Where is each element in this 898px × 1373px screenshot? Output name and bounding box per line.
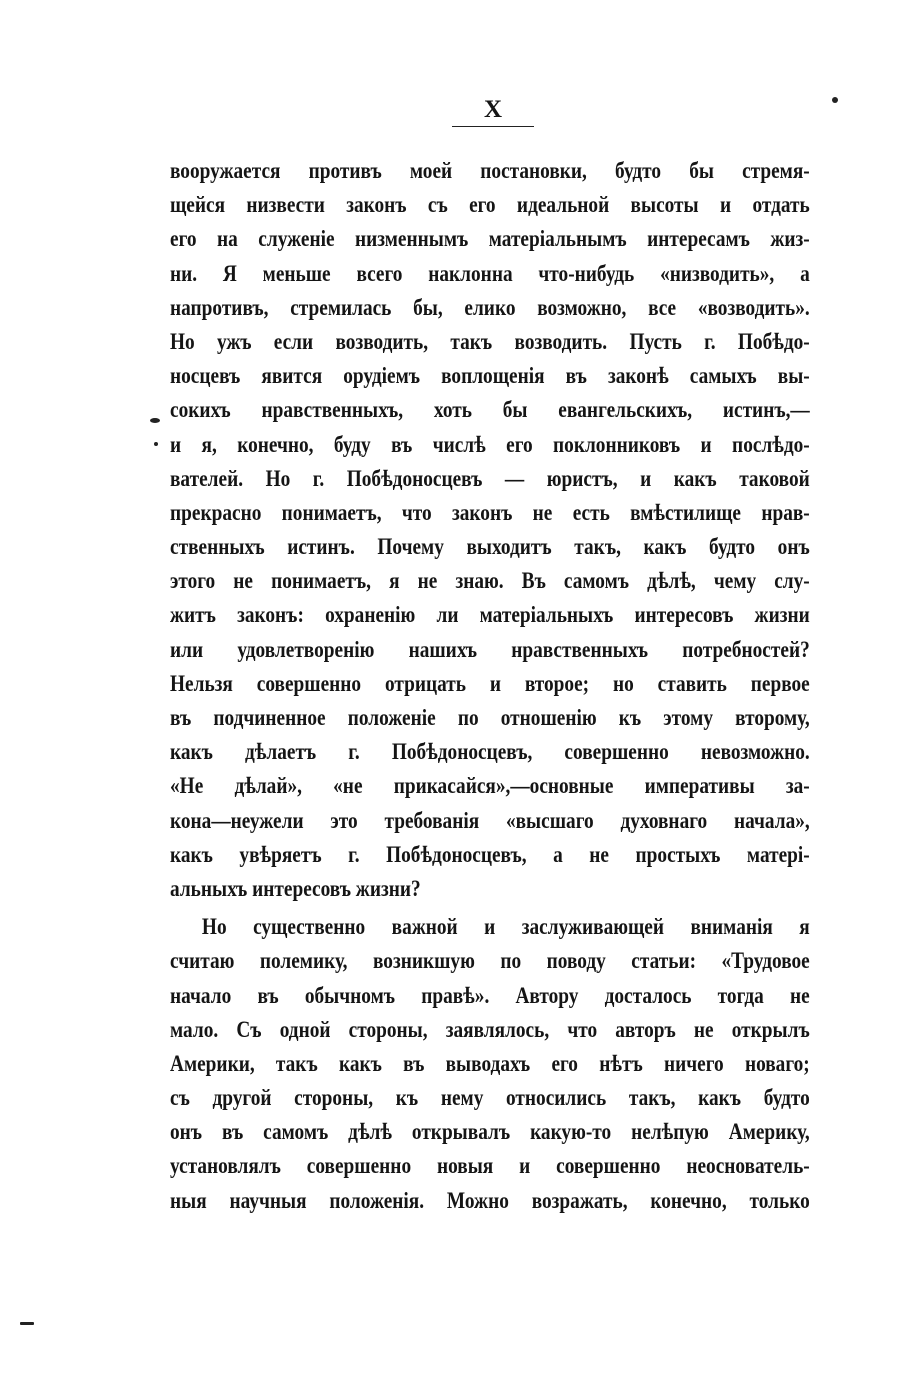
text-line: ственныхъ истинъ. Почему выходитъ такъ, какъ будто онъ: [170, 534, 810, 560]
text-line: прекрасно понимаетъ, что законъ не есть вмѣстилище нрав-: [170, 499, 810, 525]
text-line: ныя научныя положенія. Можно возражать, конечно, только: [170, 1187, 810, 1213]
text-line: вателей. Но г. Побѣдоносцевъ — юристъ, и какъ таковой: [170, 465, 810, 491]
text-line: щейся низвести законъ съ его идеальной высоты и отдать: [170, 192, 810, 218]
text-line: съ другой стороны, къ нему относились такъ, какъ будто: [170, 1085, 810, 1111]
text-line: сокихъ нравственныхъ, хоть бы евангельскихъ, истинъ,—: [170, 397, 810, 423]
text-line: носцевъ явится орудіемъ воплощенія въ законѣ самыхъ вы-: [170, 363, 810, 389]
text-line: какъ дѣлаетъ г. Побѣдоносцевъ, совершенно невозможно.: [170, 739, 810, 765]
text-line: установлялъ совершенно новыя и совершенно неоснователь-: [170, 1153, 810, 1179]
paragraph-1: [170, 154, 810, 906]
text-line: его на служеніе низменнымъ матеріальнымъ интересамъ жиз-: [170, 226, 810, 252]
text-line: и я, конечно, буду въ числѣ его поклонниковъ и послѣдо-: [170, 431, 810, 457]
text-line: онъ въ самомъ дѣлѣ открывалъ какую-то нелѣпую Америку,: [170, 1119, 810, 1145]
ink-speck: [832, 97, 838, 103]
text-line: начало въ обычномъ правѣ». Автору досталось тогда не: [170, 982, 810, 1008]
paragraph-2: [170, 910, 810, 1218]
text-line: вооружается противъ моей постановки, будто бы стремя-: [170, 158, 810, 183]
text-line: напротивъ, стремилась бы, елико возможно, все «возводить».: [170, 294, 810, 320]
text-line: какъ увѣряетъ г. Побѣдоносцевъ, а не простыхъ матері-: [170, 841, 810, 867]
text-line: въ подчиненное положеніе по отношенію къ этому второму,: [170, 705, 810, 730]
page-number-rule: [452, 126, 534, 127]
text-line: Но ужъ если возводить, такъ возводить. Пусть г. Побѣдо-: [170, 328, 810, 354]
text-line: альныхъ интересовъ жизни?: [170, 875, 421, 901]
text-line: житъ законъ: охраненію ли матеріальныхъ интересовъ жизни: [170, 602, 810, 628]
text-line: или удовлетворенію нашихъ нравственныхъ потребностей?: [170, 636, 810, 662]
ink-speck: [150, 418, 160, 423]
text-line: Но существенно важной и заслуживающей вниманія я: [201, 914, 810, 940]
text-line: этого не понимаетъ, я не знаю. Въ самомъ дѣлѣ, чему слу-: [170, 568, 810, 594]
body-text: [170, 154, 810, 1218]
ink-speck: [20, 1322, 34, 1325]
page-number: X: [483, 96, 503, 123]
text-line: «Не дѣлай», «не прикасайся»,—основные императивы за-: [170, 773, 810, 799]
text-line: кона—неужели это требованія «высшаго духовнаго начала»,: [170, 807, 810, 833]
text-line: мало. Съ одной стороны, заявлялось, что авторъ не открылъ: [170, 1016, 810, 1042]
text-line: ни. Я меньше всего наклонна что-нибудь «низводить», а: [170, 260, 810, 286]
text-line: Нельзя совершенно отрицать и второе; но ставить первое: [170, 670, 810, 696]
ink-speck: [154, 442, 158, 446]
text-line: считаю полемику, возникшую по поводу статьи: «Трудовое: [170, 948, 810, 974]
text-line: Америки, такъ какъ въ выводахъ его нѣтъ ничего новаго;: [170, 1050, 810, 1076]
